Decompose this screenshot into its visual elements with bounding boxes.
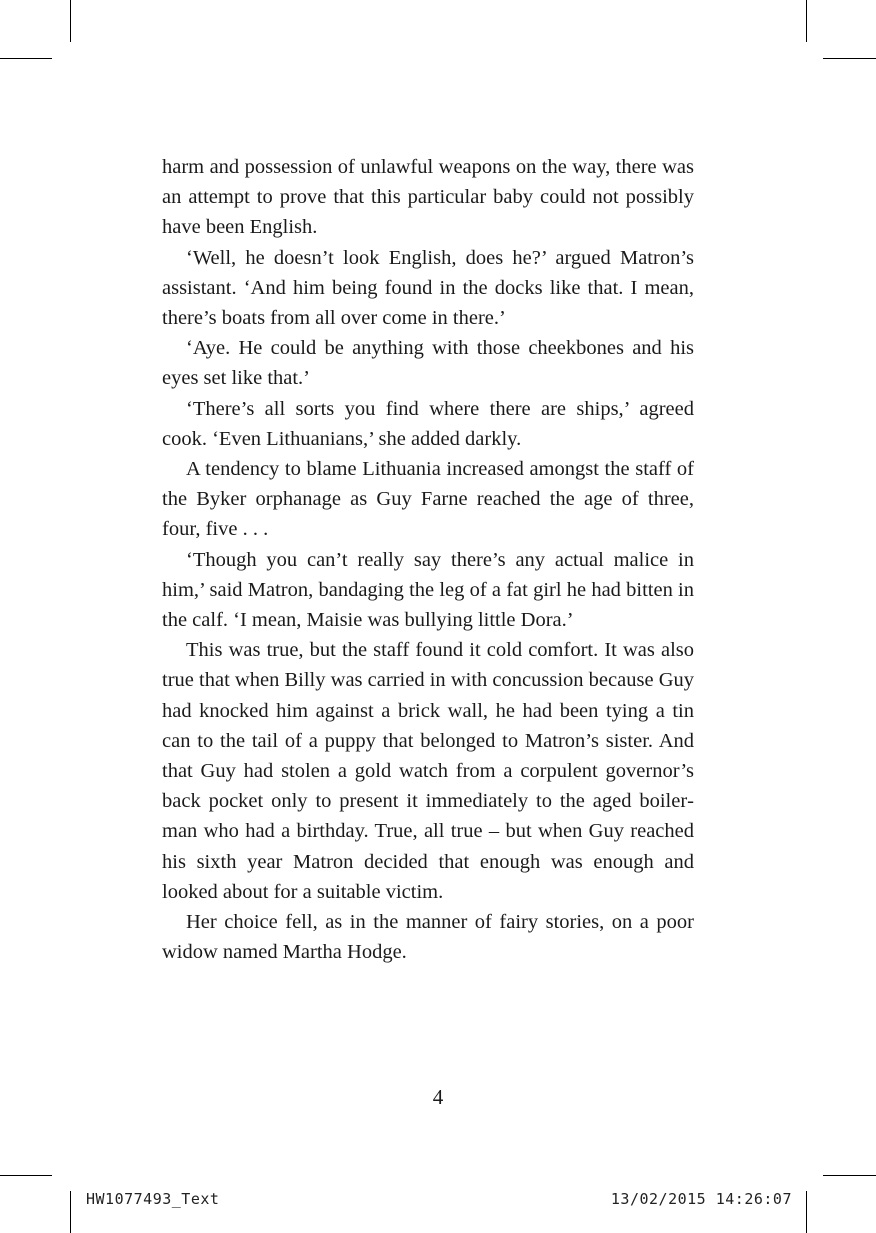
slug-file-name: HW1077493_Text xyxy=(86,1190,220,1208)
crop-mark-bottom-right-horizontal xyxy=(823,1175,876,1176)
body-text xyxy=(162,152,694,967)
paragraph: ‘Well, he doesn’t look English, does he?’ argued Matron’s assistant. ‘And him being found in the docks like that. I mean, there’s boats from all over come in there.’ xyxy=(162,246,694,330)
paragraph: A tendency to blame Lithuania increased amongst the staff of the Byker orphanage as Guy Farne reached the age of three, four, five . . . xyxy=(162,458,694,541)
paragraph: Her choice fell, as in the manner of fairy stories, on a poor widow named Martha Hodge. xyxy=(162,911,694,964)
crop-mark-bottom-left-vertical xyxy=(70,1191,71,1233)
crop-mark-bottom-left-horizontal xyxy=(0,1175,52,1176)
crop-mark-top-right-horizontal xyxy=(823,58,876,59)
paragraph: ‘Though you can’t really say there’s any actual malice in him,’ said Matron, bandaging the leg of a fat girl he had bitten in the calf. ‘I mean, Maisie was bullying little Dora.’ xyxy=(162,548,694,632)
crop-mark-top-left-vertical xyxy=(70,0,71,42)
paragraph: ‘There’s all sorts you find where there are ships,’ agreed cook. ‘Even Lithuanians,’ she added darkly. xyxy=(162,397,694,450)
paragraph: This was true, but the staff found it cold comfort. It was also true that when Billy was carried in with concussion because Guy had knocked him against a brick wall, he had been tying a tin can to the tail of a puppy that belonged to Matron’s sister. And that Guy had stolen a gold watch from a corpulent governor’s back pocket only to present it immediately to the aged boilerman who had a birthday. True, all true – but when Guy reached his sixth year Matron decided that enough was enough and looked about for a suitable victim. xyxy=(162,639,694,903)
page-number: 4 xyxy=(432,1085,444,1109)
crop-mark-top-right-vertical xyxy=(806,0,807,42)
paragraph: ‘Aye. He could be anything with those cheekbones and his eyes set like that.’ xyxy=(162,337,694,390)
crop-mark-top-left-horizontal xyxy=(0,58,52,59)
paragraph: harm and possession of unlawful weapons on the way, there was an attempt to prove that this particular baby could not possibly have been English. xyxy=(162,156,694,239)
slug-timestamp: 13/02/2015 14:26:07 xyxy=(610,1190,792,1208)
crop-mark-bottom-right-vertical xyxy=(806,1191,807,1233)
